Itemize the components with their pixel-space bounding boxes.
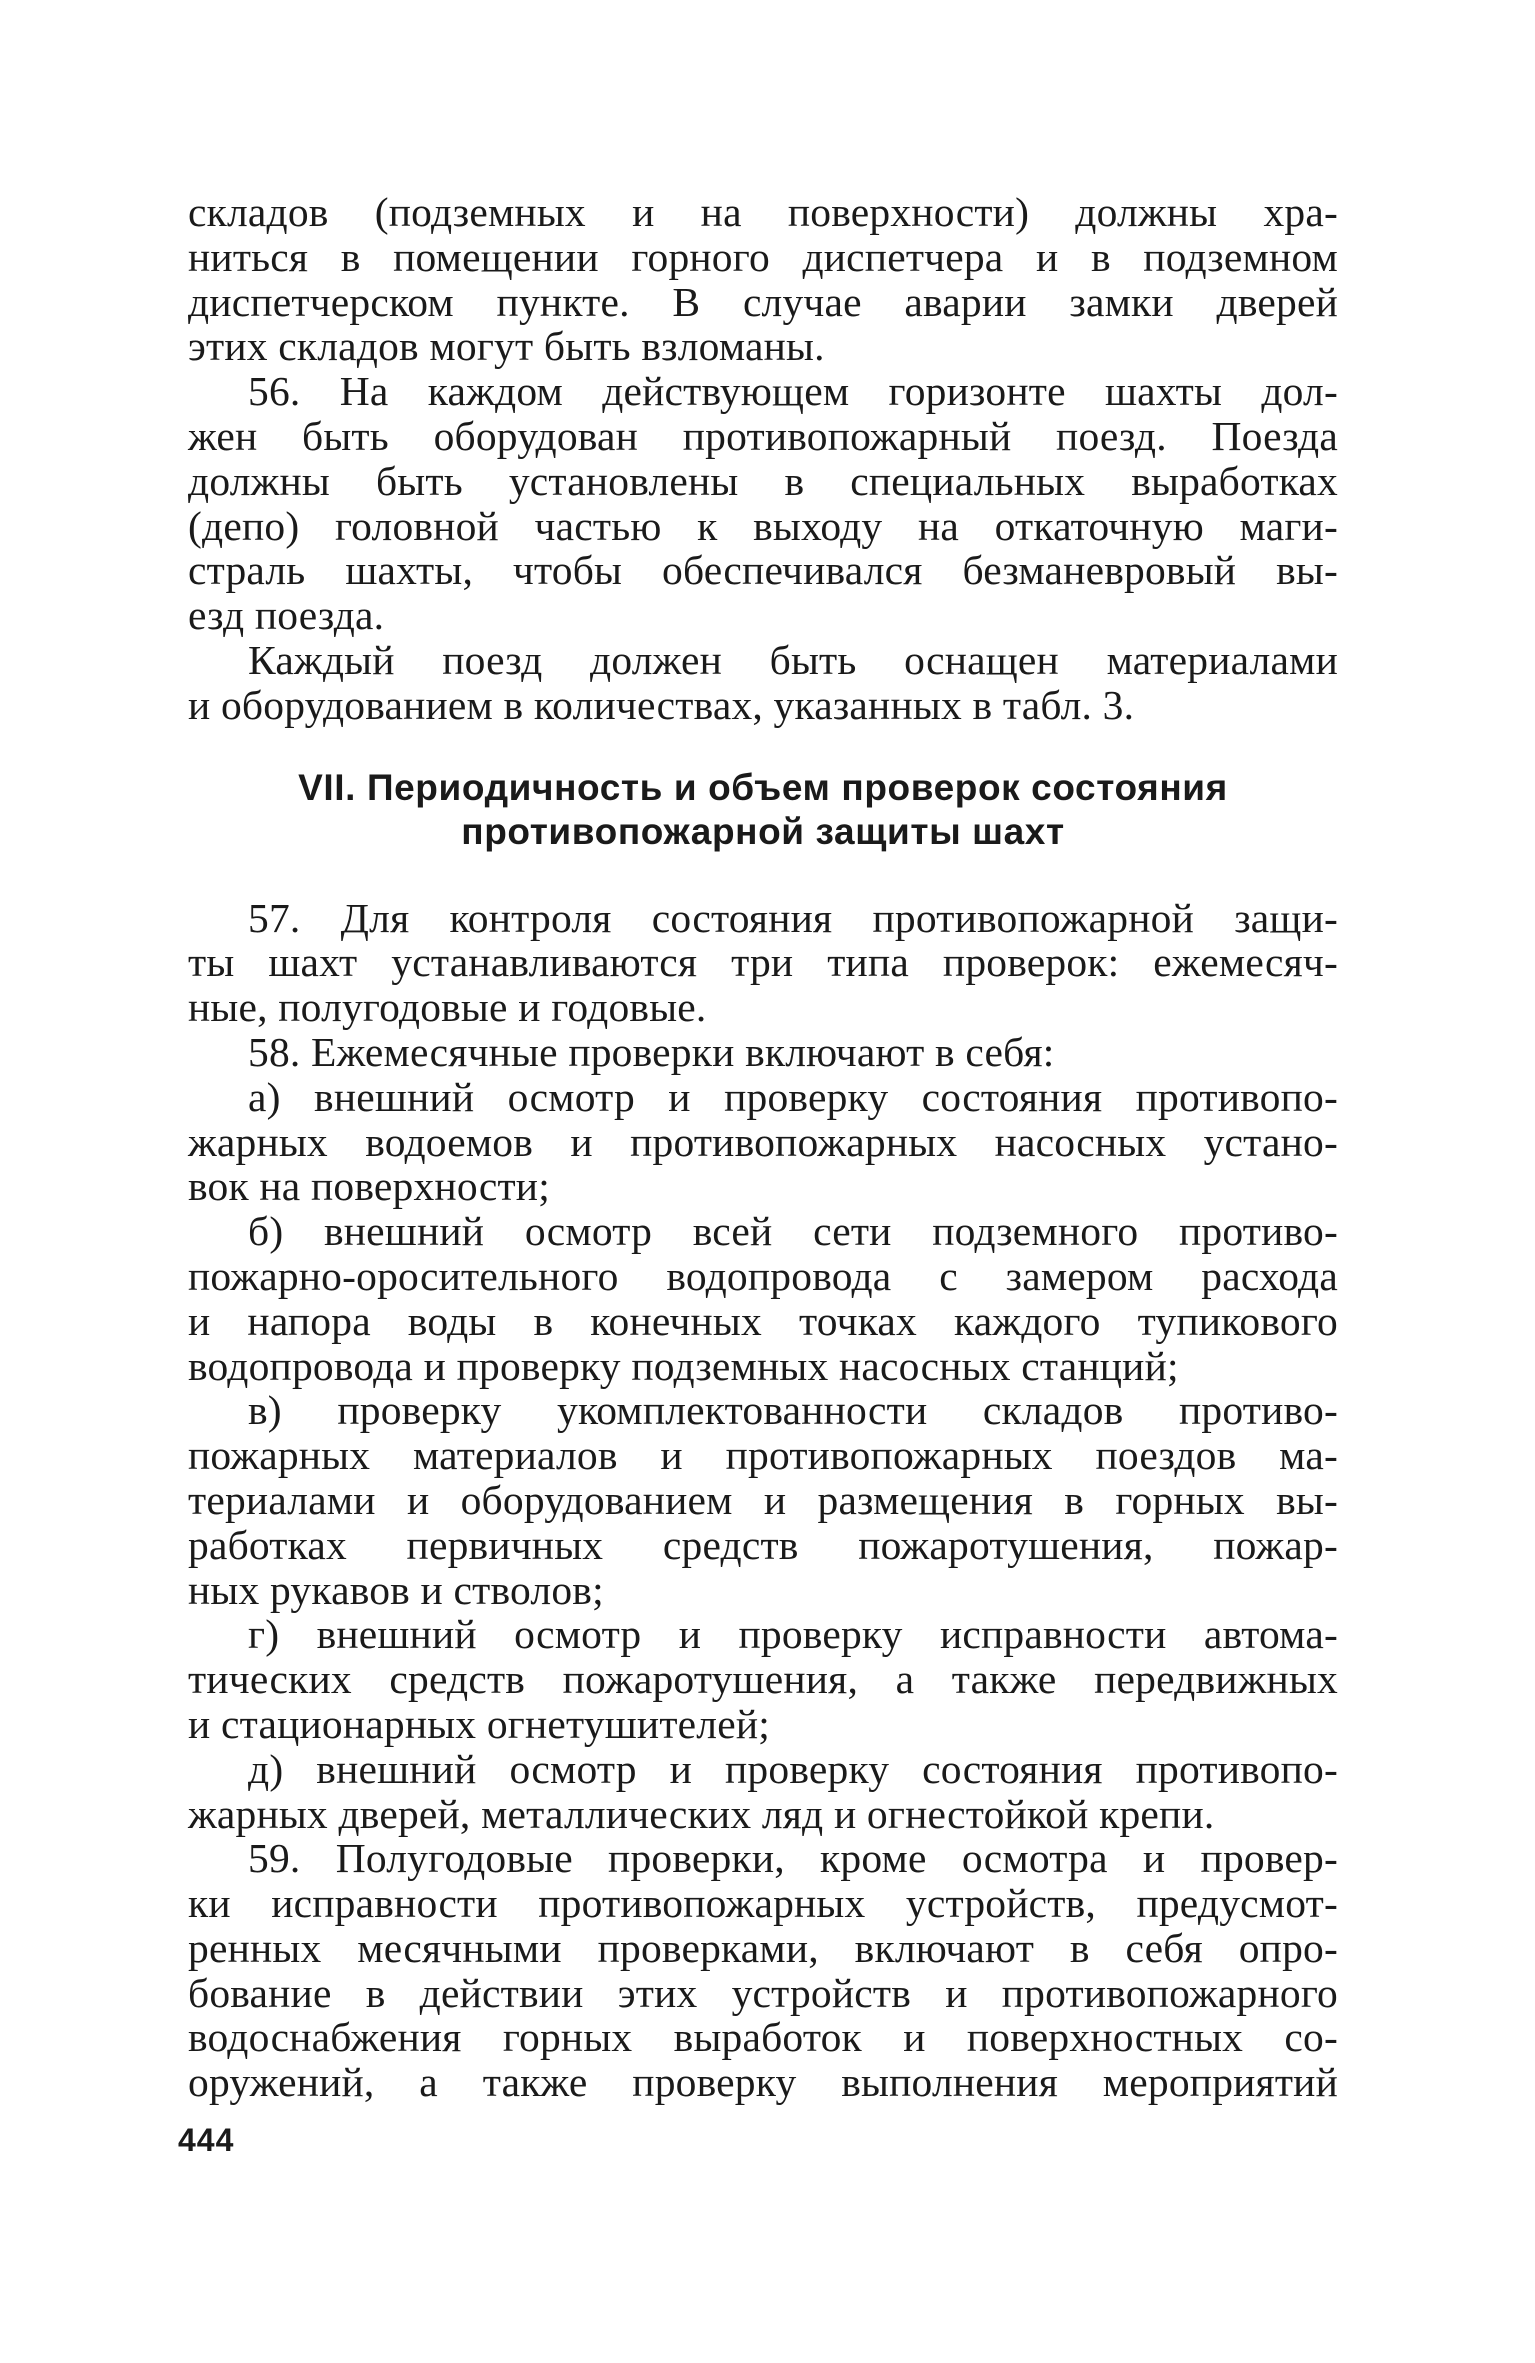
text-line: териалами и оборудованием и размещения в горных вы- — [188, 1476, 1338, 1523]
list-item-d — [188, 1747, 1338, 1837]
text-line: ренных месячными проверками, включают в себя опро- — [188, 1924, 1338, 1971]
text-line: в) проверку укомплектованности складов противо- — [248, 1387, 1338, 1434]
section-heading-line-2: противопожарной защиты шахт — [461, 810, 1065, 852]
text-line: бование в действии этих устройств и противопожарного — [188, 1969, 1338, 2016]
text-line: а) внешний осмотр и проверку состояния противопо- — [248, 1073, 1338, 1120]
list-item-g — [188, 1612, 1338, 1746]
text-line: должны быть установлены в специальных выработках — [188, 457, 1338, 504]
text-line: оружений, а также проверку выполнения мероприятий — [188, 2059, 1338, 2106]
text-line: водоснабжения горных выработок и поверхностных со- — [188, 2014, 1338, 2061]
text-line: складов (подземных и на поверхности) должны хра- — [188, 189, 1338, 235]
text-line: ниться в помещении горного диспетчера и в подземном — [188, 233, 1338, 280]
page-number: 444 — [178, 2122, 235, 2158]
text-line: диспетчерском пункте. В случае аварии замки дверей — [188, 278, 1338, 325]
section-heading-line-1: VII. Периодичность и объем проверок состояния — [298, 766, 1228, 808]
paragraph-58 — [188, 1030, 1338, 1075]
text-line: и оборудованием в количествах, указанных в табл. 3. — [188, 681, 1135, 728]
text-line: ки исправности противопожарных устройств, предусмот- — [188, 1880, 1338, 1927]
text-line: Каждый поезд должен быть оснащен материалами — [248, 636, 1338, 683]
text-line: тических средств пожаротушения, а также передвижных — [188, 1656, 1338, 1703]
text-line: и напора воды в конечных точках каждого тупикового — [188, 1297, 1338, 1344]
text-line: и стационарных огнетушителей; — [188, 1700, 770, 1747]
text-line: работках первичных средств пожаротушения, пожар- — [188, 1521, 1338, 1568]
text-line: пожарных материалов и противопожарных поездов ма- — [188, 1432, 1338, 1479]
text-line: жарных дверей, металлических ляд и огнестойкой крепи. — [188, 1790, 1215, 1837]
list-item-b — [188, 1209, 1338, 1388]
text-line: 57. Для контроля состояния противопожарной защи- — [248, 894, 1338, 941]
text-line: пожарно-оросительного водопровода с замером расхода — [188, 1252, 1338, 1299]
text-line: б) внешний осмотр всей сети подземного противо- — [248, 1208, 1338, 1255]
paragraph-56-equipment — [188, 638, 1338, 728]
text-line: 58. Ежемесячные проверки включают в себя: — [248, 1028, 1055, 1075]
text-line: езд поезда. — [188, 592, 385, 639]
text-line: вок на поверхности; — [188, 1163, 550, 1210]
text-line: ты шахт устанавливаются три типа проверок: ежемесяч- — [188, 939, 1338, 986]
paragraph-59 — [188, 1836, 1338, 2105]
text-line: ных рукавов и стволов; — [188, 1566, 604, 1613]
text-line: этих складов могут быть взломаны. — [188, 323, 825, 370]
text-line: 59. Полугодовые проверки, кроме осмотра и провер- — [248, 1835, 1338, 1882]
list-item-v — [188, 1388, 1338, 1612]
text-line: водопровода и проверку подземных насосных станций; — [188, 1342, 1179, 1389]
text-line: (депо) головной частью к выходу на откаточную маги- — [188, 502, 1338, 549]
text-line: 56. На каждом действующем горизонте шахты дол- — [248, 368, 1338, 415]
list-item-a — [188, 1075, 1338, 1209]
paragraph-57 — [188, 896, 1338, 1030]
text-line: жарных водоемов и противопожарных насосных устано- — [188, 1118, 1338, 1165]
paragraph-56 — [188, 369, 1338, 638]
text-line: г) внешний осмотр и проверку исправности автома- — [248, 1611, 1338, 1658]
paragraph-top — [188, 190, 1338, 369]
section-heading — [188, 766, 1338, 854]
text-line: д) внешний осмотр и проверку состояния противопо- — [248, 1745, 1338, 1792]
text-line: жен быть оборудован противопожарный поезд. Поезда — [188, 412, 1338, 459]
text-line: страль шахты, чтобы обеспечивался безманевровый вы- — [188, 547, 1338, 594]
text-line: ные, полугодовые и годовые. — [188, 984, 707, 1031]
page-body — [188, 190, 1338, 2105]
